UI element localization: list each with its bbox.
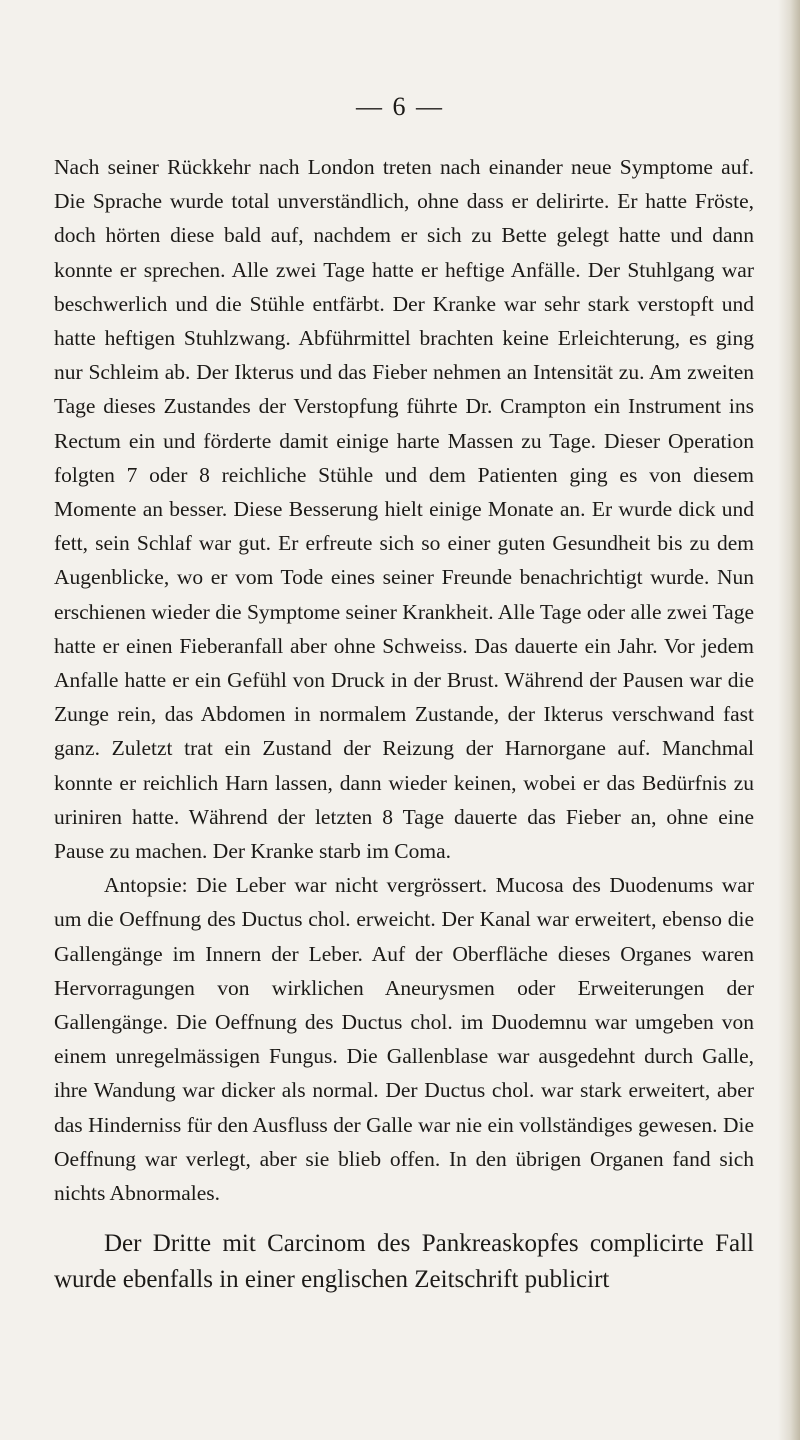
section-heading: Der Dritte mit Carcinom des Pankreaskopfes complicirte Fall wurde ebenfalls in einer englischen Zeitschrift publicirt bbox=[54, 1230, 754, 1294]
paragraph-case-history: Nach seiner Rückkehr nach London treten nach einander neue Symptome auf. Die Sprache wurde total unverständlich, ohne dass er delirirte. Er hatte Fröste, doch hörten diese bald auf, nachdem er sich zu Bette gelegt hatte und dann konnte er sprechen. Alle zwei Tage hatte er heftige Anfälle. Der Stuhlgang war beschwerlich und die Stühle entfärbt. Der Kranke war sehr stark verstopft und hatte heftigen Stuhlzwang. Abführmittel brachten keine Erleichterung, es ging nur Schleim ab. Der Ikterus und das Fieber nehmen an Intensität zu. Am zweiten Tage dieses Zustandes der Verstopfung führte Dr. Crampton ein Instrument ins Rectum ein und förderte damit einige harte Massen zu Tage. Dieser Operation folgten 7 oder 8 reichliche Stühle und dem Patienten ging es von diesem Momente an besser. Diese Besserung hielt einige Monate an. Er wurde dick und fett, sein Schlaf war gut. Er erfreute sich so einer guten Gesundheit bis zu dem Augenblicke, wo er vom Tode eines seiner Freunde benachrichtigt wurde. Nun erschienen wieder die Symptome seiner Krankheit. Alle Tage oder alle zwei Tage hatte er einen Fieberanfall aber ohne Schweiss. Das dauerte ein Jahr. Vor jedem Anfalle hatte er ein Gefühl von Druck in der Brust. Während der Pausen war die Zunge rein, das Abdomen in normalem Zustande, der Ikterus verschwand fast ganz. Zuletzt trat ein Zustand der Reizung der Harnorgane auf. Manchmal konnte er reichlich Harn lassen, dann wieder keinen, wobei er das Bedürfnis zu uriniren hatte. Während der letzten 8 Tage dauerte das Fieber an, ohne eine Pause zu machen. Der Kranke starb im Coma. bbox=[54, 155, 754, 864]
page-edge-shadow bbox=[778, 0, 800, 1440]
paragraph-autopsy: Antopsie: Die Leber war nicht vergrössert. Mucosa des Duodenums war um die Oeffnung des Ductus chol. erweicht. Der Kanal war erweitert, ebenso die Gallengänge im Innern der Leber. Auf der Oberfläche dieses Organes waren Hervorragungen von wirklichen Aneurysmen oder Erweiterungen der Gallengänge. Die Oeffnung des Ductus chol. im Duodemnu war umgeben von einem unregelmässigen Fungus. Die Gallenblase war ausgedehnt durch Galle, ihre Wandung war dicker als normal. Der Ductus chol. war stark erweitert, aber das Hinderniss für den Ausfluss der Galle war nie ein vollständiges gewesen. Die Oeffnung war verlegt, aber sie blieb offen. In den übrigen Organen fand sich nichts Abnormales. bbox=[54, 873, 754, 1206]
body-text bbox=[54, 150, 754, 1298]
page-number: — 6 — bbox=[356, 92, 444, 121]
